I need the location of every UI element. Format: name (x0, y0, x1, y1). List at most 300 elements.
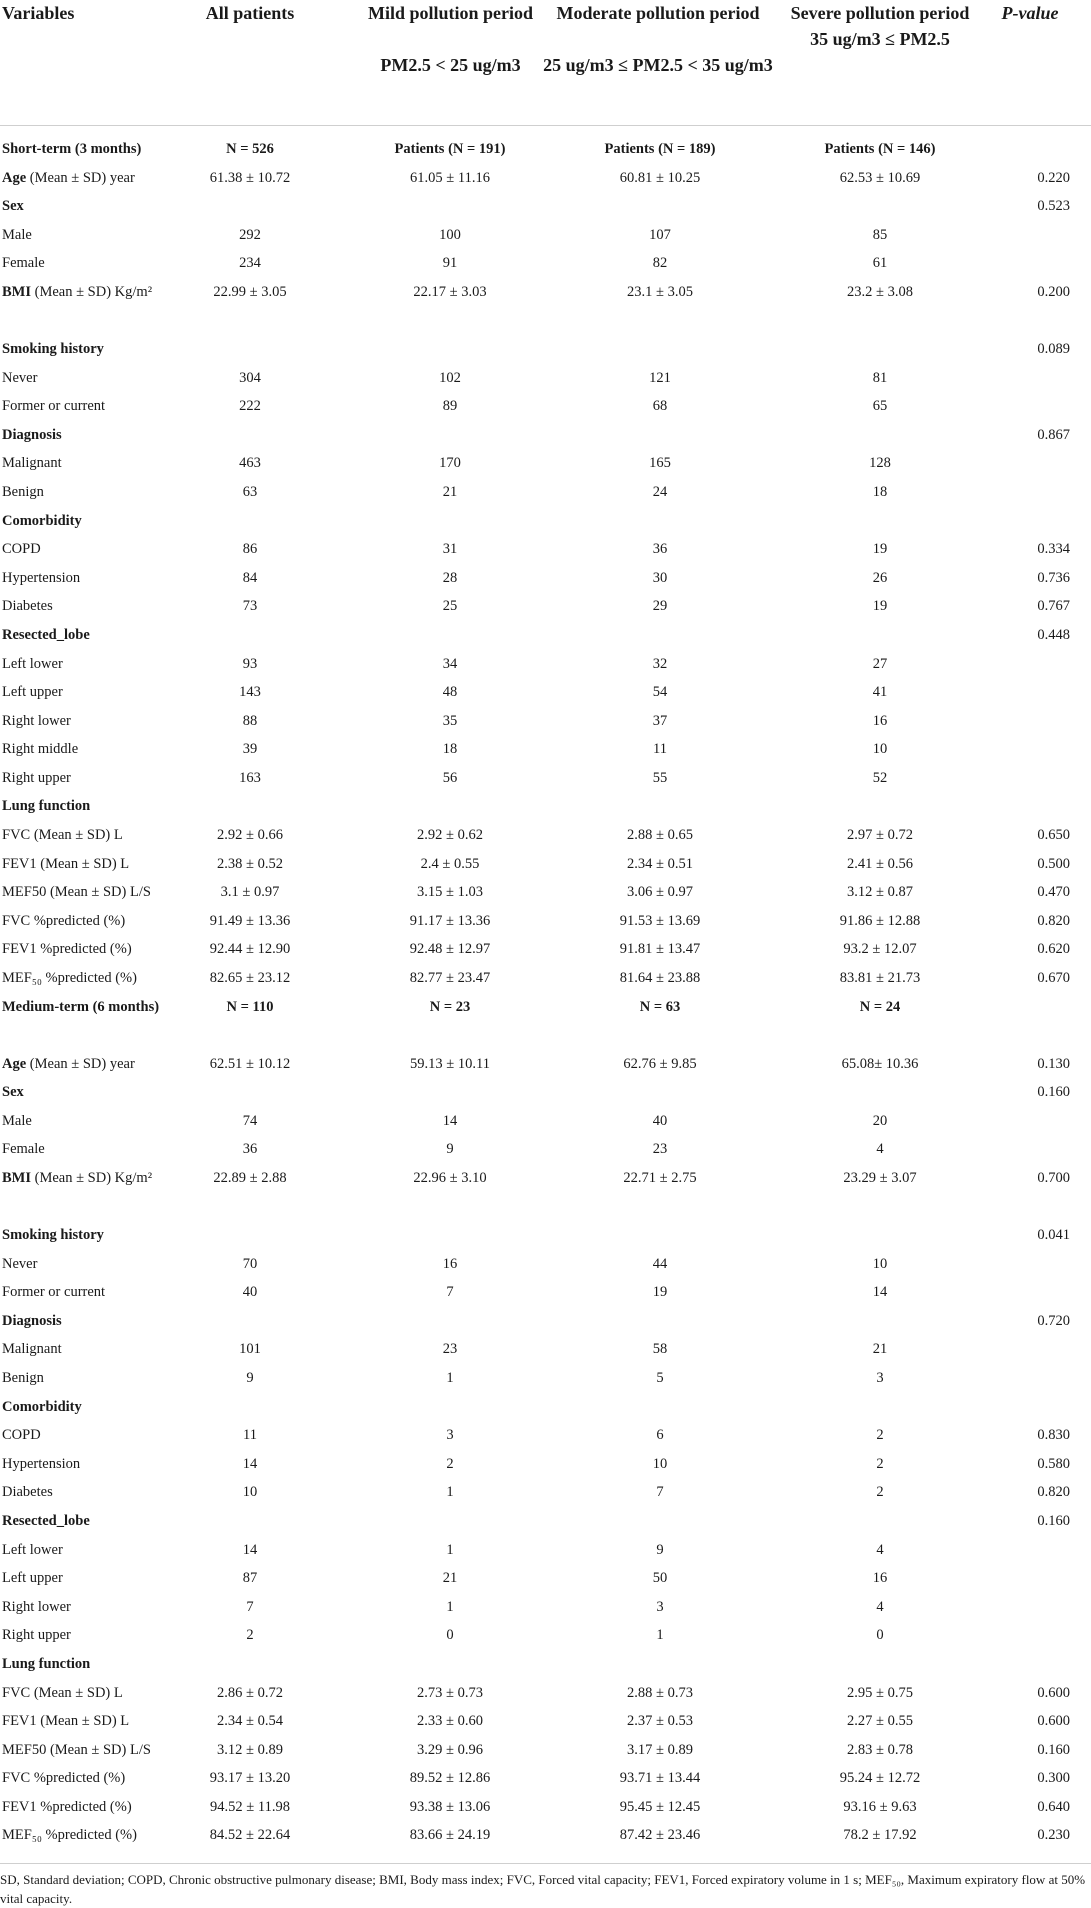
table-row (0, 1335, 1091, 1364)
row-label: MEF₅₀ %predicted (%) (2, 1827, 137, 1844)
cell-all: 73 (242, 598, 258, 615)
cell-all: 87 (242, 1570, 258, 1587)
row-label: Diagnosis (2, 426, 62, 443)
cell-pvalue: 0.523 (1037, 198, 1070, 215)
cell-mild: 3 (446, 1427, 454, 1444)
table-row (0, 535, 1091, 564)
cell-severe: 4 (876, 1598, 884, 1615)
cell-pvalue: 0.130 (1037, 1055, 1070, 1072)
cell-all: 22.99 ± 3.05 (213, 283, 287, 300)
cell-mild: 91 (442, 255, 458, 272)
cell-moderate: 7 (656, 1484, 664, 1501)
table-row (0, 1736, 1091, 1765)
cell-moderate: 11 (653, 741, 667, 758)
cell-mild: 2.73 ± 0.73 (417, 1684, 483, 1701)
cell-mild: 25 (442, 598, 458, 615)
table-row (0, 192, 1091, 221)
cell-all: 92.44 ± 12.90 (209, 941, 291, 958)
cell-mild: 7 (446, 1284, 454, 1301)
cell-all: 3.1 ± 0.97 (220, 884, 280, 901)
cell-mild: 170 (439, 455, 461, 472)
cell-all: 88 (242, 712, 258, 729)
row-label: BMI (Mean ± SD) Kg/m² (2, 1170, 153, 1186)
cell-severe: 19 (872, 541, 888, 558)
cell-mild: 21 (442, 1570, 458, 1587)
cell-mild: N = 23 (429, 998, 471, 1015)
table-row (0, 964, 1091, 993)
table-row (0, 1364, 1091, 1393)
row-label: Right upper (2, 769, 71, 786)
row-label: Left upper (2, 684, 63, 701)
cell-all: 11 (243, 1427, 257, 1444)
table-row (0, 821, 1091, 850)
cell-pvalue: 0.200 (1037, 283, 1070, 300)
cell-moderate: 2.88 ± 0.65 (627, 827, 693, 844)
row-label: Resected_lobe (2, 626, 90, 643)
table-row (0, 1621, 1091, 1650)
cell-all: 3.12 ± 0.89 (217, 1741, 283, 1758)
cell-severe: 2.27 ± 0.55 (847, 1713, 913, 1730)
table-row (0, 621, 1091, 650)
table-row (0, 764, 1091, 793)
row-label: Right upper (2, 1627, 71, 1644)
cell-pvalue: 0.160 (1037, 1084, 1070, 1101)
table-row (0, 1078, 1091, 1107)
header-mild-label: Mild pollution period (367, 3, 534, 23)
cell-moderate: 37 (652, 712, 668, 729)
cell-pvalue: 0.500 (1037, 855, 1070, 872)
table-row (0, 449, 1091, 478)
cell-severe: 16 (872, 712, 888, 729)
cell-mild: 2 (446, 1455, 454, 1472)
cell-all: 304 (239, 369, 261, 386)
cell-moderate: 29 (652, 598, 668, 615)
cell-moderate: 81.64 ± 23.88 (619, 970, 701, 987)
cell-moderate: 93.71 ± 13.44 (619, 1770, 701, 1787)
row-label: Male (2, 226, 32, 243)
cell-moderate: 82 (652, 255, 668, 272)
cell-all: 84 (242, 569, 258, 586)
cell-all: 61.38 ± 10.72 (209, 169, 291, 186)
table-row (0, 935, 1091, 964)
table-row (0, 878, 1091, 907)
row-label: Right lower (2, 712, 71, 729)
cell-all: 463 (239, 455, 261, 472)
row-label: Never (2, 1255, 38, 1272)
cell-mild: 56 (442, 769, 458, 786)
row-label: Benign (2, 483, 44, 500)
cell-all: 9 (246, 1369, 254, 1386)
cell-pvalue: 0.470 (1037, 884, 1070, 901)
cell-moderate: 2.37 ± 0.53 (627, 1713, 693, 1730)
cell-mild: 22.17 ± 3.03 (413, 283, 487, 300)
cell-moderate: 9 (656, 1541, 664, 1558)
table-row (0, 592, 1091, 621)
cell-severe: 4 (876, 1541, 884, 1558)
row-label: Diabetes (2, 598, 53, 615)
row-label: Left upper (2, 1570, 63, 1587)
row-label: Former or current (2, 398, 106, 415)
row-label: Comorbidity (2, 512, 82, 529)
table-row (0, 564, 1091, 593)
cell-all: 39 (242, 741, 258, 758)
row-label: Right lower (2, 1598, 71, 1615)
cell-pvalue: 0.620 (1037, 941, 1070, 958)
cell-mild: Patients (N = 191) (394, 141, 506, 157)
table-row (0, 1393, 1091, 1422)
cell-severe: 19 (872, 598, 888, 615)
cell-all: 222 (239, 398, 261, 415)
row-label: Hypertension (2, 569, 81, 586)
table-row (0, 1821, 1091, 1850)
cell-mild: 1 (446, 1484, 454, 1501)
table-row (0, 392, 1091, 421)
cell-moderate: 107 (649, 226, 671, 243)
cell-all: 82.65 ± 23.12 (209, 970, 291, 987)
table-row (0, 1564, 1091, 1593)
cell-severe: 62.53 ± 10.69 (839, 169, 921, 186)
cell-pvalue: 0.820 (1037, 1484, 1070, 1501)
cell-mild: 61.05 ± 11.16 (410, 169, 490, 186)
cell-mild: 100 (439, 226, 461, 243)
cell-pvalue: 0.700 (1037, 1170, 1070, 1186)
cell-severe: 83.81 ± 21.73 (839, 970, 921, 987)
cell-severe: 85 (872, 226, 888, 243)
cell-severe: 91.86 ± 12.88 (839, 912, 921, 929)
cell-severe: N = 24 (859, 998, 901, 1015)
cell-severe: 2.95 ± 0.75 (847, 1684, 913, 1701)
row-label: Hypertension (2, 1455, 81, 1472)
table-row (0, 707, 1091, 736)
cell-severe: 10 (872, 1255, 888, 1272)
cell-all: 62.51 ± 10.12 (209, 1055, 291, 1072)
row-label: FVC %predicted (%) (2, 912, 126, 929)
table-row (0, 335, 1091, 364)
row-label: MEF₅₀ %predicted (%) (2, 970, 137, 987)
row-label: Sex (2, 198, 24, 215)
row-label: FVC (Mean ± SD) L (2, 1684, 123, 1701)
cell-moderate: 19 (652, 1284, 668, 1301)
cell-mild: 1 (446, 1369, 454, 1386)
cell-pvalue: 0.230 (1037, 1827, 1070, 1844)
cell-pvalue: 0.448 (1037, 626, 1070, 643)
cell-mild: 23 (442, 1341, 458, 1358)
cell-severe: 2.97 ± 0.72 (847, 827, 913, 844)
cell-moderate: 62.76 ± 9.85 (623, 1055, 697, 1072)
cell-severe: 128 (869, 455, 891, 472)
cell-mild: 92.48 ± 12.97 (409, 941, 491, 958)
cell-all: 74 (242, 1112, 258, 1129)
row-label: Lung function (2, 798, 91, 815)
cell-moderate: 24 (652, 483, 668, 500)
header-moderate (528, 0, 788, 78)
row-label: Former or current (2, 1284, 106, 1301)
cell-severe: 23.2 ± 3.08 (847, 283, 913, 300)
cell-all: N = 110 (226, 998, 274, 1015)
cell-moderate: 6 (656, 1427, 664, 1444)
cell-pvalue: 0.830 (1037, 1427, 1070, 1444)
cell-moderate: 10 (652, 1455, 668, 1472)
cell-mild: 9 (446, 1141, 454, 1158)
row-label: FVC (Mean ± SD) L (2, 827, 123, 844)
cell-severe: 4 (876, 1141, 884, 1158)
cell-moderate: 23 (652, 1141, 668, 1158)
table-row (0, 1307, 1091, 1336)
cell-all: 2.86 ± 0.72 (217, 1684, 283, 1701)
header-severe (790, 0, 970, 52)
table-row (0, 1164, 1091, 1221)
cell-severe: 14 (872, 1284, 888, 1301)
cell-severe: 3.12 ± 0.87 (847, 884, 913, 901)
cell-pvalue: 0.160 (1037, 1741, 1070, 1758)
cell-mild: 59.13 ± 10.11 (410, 1055, 490, 1072)
cell-moderate: 58 (652, 1341, 668, 1358)
cell-all: 163 (239, 769, 261, 786)
table-row (0, 1450, 1091, 1479)
cell-moderate: 36 (652, 541, 668, 558)
cell-all: 2.92 ± 0.66 (217, 827, 283, 844)
row-label: BMI (Mean ± SD) Kg/m² (2, 283, 153, 300)
cell-mild: 14 (442, 1112, 458, 1129)
cell-moderate: 30 (652, 569, 668, 586)
header-severe-range: 35 ug/m3 ≤ PM2.5 (810, 29, 950, 49)
row-label: Smoking history (2, 340, 104, 357)
row-label: COPD (2, 541, 41, 558)
cell-moderate: Patients (N = 189) (604, 141, 716, 157)
header-moderate-label: Moderate pollution period (556, 3, 760, 23)
table-row (0, 907, 1091, 936)
cell-all: 93 (242, 655, 258, 672)
cell-moderate: 91.53 ± 13.69 (619, 912, 701, 929)
cell-severe: 26 (872, 569, 888, 586)
table-row (0, 1793, 1091, 1822)
row-label: FEV1 %predicted (%) (2, 941, 132, 958)
header-variables: Variables (2, 3, 75, 23)
cell-pvalue: 0.600 (1037, 1713, 1070, 1730)
cell-mild: 34 (442, 655, 458, 672)
cell-all: 10 (242, 1484, 258, 1501)
table-row (0, 221, 1091, 250)
header-pvalue: P-value (1001, 3, 1059, 23)
cell-mild: 28 (442, 569, 458, 586)
cell-all: 36 (242, 1141, 258, 1158)
cell-mild: 3.15 ± 1.03 (417, 884, 483, 901)
cell-pvalue: 0.650 (1037, 827, 1070, 844)
cell-pvalue: 0.334 (1037, 541, 1070, 558)
cell-all: 143 (239, 684, 261, 701)
cell-all: 234 (239, 255, 261, 272)
cell-mild: 89.52 ± 12.86 (409, 1770, 491, 1787)
cell-severe: 2.41 ± 0.56 (847, 855, 913, 872)
cell-mild: 31 (442, 541, 458, 558)
cell-mild: 35 (442, 712, 458, 729)
cell-all: N = 526 (226, 141, 274, 157)
cell-mild: 22.96 ± 3.10 (413, 1170, 487, 1186)
cell-pvalue: 0.867 (1037, 426, 1070, 443)
table-row (0, 1250, 1091, 1279)
cell-moderate: 23.1 ± 3.05 (627, 283, 693, 300)
cell-moderate: 32 (652, 655, 668, 672)
cell-mild: 18 (442, 741, 458, 758)
table-row (0, 1650, 1091, 1679)
row-label: Short-term (3 months) (2, 141, 142, 157)
table-row (0, 1050, 1091, 1079)
row-label: Right middle (2, 741, 79, 758)
cell-severe: 23.29 ± 3.07 (843, 1170, 917, 1186)
cell-all: 70 (242, 1255, 258, 1272)
table-row (0, 1536, 1091, 1565)
cell-all: 2 (246, 1627, 254, 1644)
cell-mild: 83.66 ± 24.19 (409, 1827, 491, 1844)
cell-pvalue: 0.600 (1037, 1684, 1070, 1701)
cell-all: 2.38 ± 0.52 (217, 855, 283, 872)
table-row (0, 850, 1091, 879)
table-row (0, 249, 1091, 278)
cell-moderate: 50 (652, 1570, 668, 1587)
cell-severe: 41 (872, 684, 888, 701)
cell-moderate: 44 (652, 1255, 668, 1272)
table-row (0, 164, 1091, 193)
cell-all: 292 (239, 226, 261, 243)
cell-moderate: 3.06 ± 0.97 (627, 884, 693, 901)
table-row (0, 135, 1091, 164)
cell-severe: 61 (872, 255, 888, 272)
row-label: Medium-term (6 months) (2, 998, 160, 1015)
row-label: Female (2, 255, 45, 272)
header-severe-label: Severe pollution period (790, 3, 970, 23)
table-row (0, 678, 1091, 707)
cell-moderate: 3 (656, 1598, 664, 1615)
table-row (0, 421, 1091, 450)
header-mild-range: PM2.5 < 25 ug/m3 (380, 55, 521, 75)
row-label: Malignant (2, 1341, 62, 1358)
row-label: Diabetes (2, 1484, 53, 1501)
row-label: Lung function (2, 1655, 91, 1672)
cell-mild: 102 (439, 369, 461, 386)
cell-moderate: 3.17 ± 0.89 (627, 1741, 693, 1758)
cell-moderate: 87.42 ± 23.46 (619, 1827, 701, 1844)
cell-all: 91.49 ± 13.36 (209, 912, 291, 929)
cell-severe: 3 (876, 1369, 884, 1386)
cell-severe: 2.83 ± 0.78 (847, 1741, 913, 1758)
cell-mild: 1 (446, 1541, 454, 1558)
row-label: Age (Mean ± SD) year (2, 169, 135, 186)
cell-severe: 2 (876, 1427, 884, 1444)
row-label: Male (2, 1112, 32, 1129)
row-label: MEF50 (Mean ± SD) L/S (2, 1741, 151, 1758)
cell-pvalue: 0.041 (1037, 1227, 1070, 1243)
cell-all: 86 (242, 541, 258, 558)
cell-all: 7 (246, 1598, 254, 1615)
cell-pvalue: 0.160 (1037, 1512, 1070, 1529)
row-label: Benign (2, 1369, 44, 1386)
table-row (0, 1679, 1091, 1708)
cell-severe: 95.24 ± 12.72 (839, 1770, 921, 1787)
cell-moderate: 60.81 ± 10.25 (619, 169, 701, 186)
row-label: Never (2, 369, 38, 386)
cell-moderate: 95.45 ± 12.45 (619, 1798, 701, 1815)
table-row (0, 364, 1091, 393)
cell-all: 93.17 ± 13.20 (209, 1770, 291, 1787)
cell-mild: 2.92 ± 0.62 (417, 827, 483, 844)
table-row (0, 1135, 1091, 1164)
table-row (0, 1478, 1091, 1507)
row-label: Sex (2, 1084, 24, 1101)
table-row (0, 1593, 1091, 1622)
cell-mild: 91.17 ± 13.36 (409, 912, 491, 929)
cell-mild: 3.29 ± 0.96 (417, 1741, 483, 1758)
cell-mild: 2.33 ± 0.60 (417, 1713, 483, 1730)
cell-pvalue: 0.640 (1037, 1798, 1070, 1815)
cell-moderate: 5 (656, 1369, 664, 1386)
cell-moderate: 2.88 ± 0.73 (627, 1684, 693, 1701)
cell-severe: 0 (876, 1627, 884, 1644)
cell-severe: 10 (872, 741, 888, 758)
cell-moderate: 91.81 ± 13.47 (619, 941, 701, 958)
row-label: Resected_lobe (2, 1512, 90, 1529)
table-row (0, 650, 1091, 679)
table-row (0, 1764, 1091, 1793)
cell-moderate: 40 (652, 1112, 668, 1129)
cell-severe: 18 (872, 483, 888, 500)
cell-mild: 89 (442, 398, 458, 415)
cell-moderate: 54 (652, 684, 668, 701)
cell-mild: 21 (442, 483, 458, 500)
cell-pvalue: 0.736 (1037, 569, 1070, 586)
row-label: Female (2, 1141, 45, 1158)
cell-pvalue: 0.767 (1037, 598, 1070, 615)
row-label: Age (Mean ± SD) year (2, 1055, 135, 1072)
table-row (0, 1107, 1091, 1136)
row-label: MEF50 (Mean ± SD) L/S (2, 884, 151, 901)
cell-mild: 0 (446, 1627, 454, 1644)
row-label: Malignant (2, 455, 62, 472)
cell-all: 14 (242, 1455, 258, 1472)
cell-severe: 20 (872, 1112, 888, 1129)
cell-pvalue: 0.820 (1037, 912, 1070, 929)
table-footnote: SD, Standard deviation; COPD, Chronic obstructive pulmonary disease; BMI, Body mass index; FVC, Forced vital capacity; FEV1, Forced expiratory volume in 1 s; MEF₅₀, Maximum expiratory flow at 50% vital capacity. (0, 1863, 1091, 1908)
cell-all: 63 (242, 483, 258, 500)
row-label: Left lower (2, 1541, 63, 1558)
cell-severe: 21 (872, 1341, 888, 1358)
cell-mild: 93.38 ± 13.06 (409, 1798, 491, 1815)
table-row (0, 1221, 1091, 1250)
cell-all: 40 (242, 1284, 258, 1301)
cell-pvalue: 0.720 (1037, 1312, 1070, 1329)
table-row (0, 1421, 1091, 1450)
cell-pvalue: 0.089 (1037, 340, 1070, 357)
cell-all: 14 (242, 1541, 258, 1558)
table-row (0, 478, 1091, 507)
row-label: Comorbidity (2, 1398, 82, 1415)
table-row (0, 1707, 1091, 1736)
cell-moderate: 121 (649, 369, 671, 386)
cell-mild: 2.4 ± 0.55 (420, 855, 480, 872)
header-moderate-range: 25 ug/m3 ≤ PM2.5 < 35 ug/m3 (543, 55, 773, 75)
cell-moderate: 165 (649, 455, 671, 472)
cell-severe: 27 (872, 655, 888, 672)
table-row (0, 993, 1091, 1050)
cell-mild: 16 (442, 1255, 458, 1272)
cell-all: 101 (239, 1341, 261, 1358)
cell-moderate: 68 (652, 398, 668, 415)
header-all-patients: All patients (205, 3, 295, 23)
cell-moderate: 22.71 ± 2.75 (623, 1170, 697, 1186)
table-body (0, 135, 1091, 1850)
row-label: FEV1 %predicted (%) (2, 1798, 132, 1815)
cell-severe: 65.08± 10.36 (841, 1055, 919, 1072)
cell-all: 22.89 ± 2.88 (213, 1170, 287, 1186)
